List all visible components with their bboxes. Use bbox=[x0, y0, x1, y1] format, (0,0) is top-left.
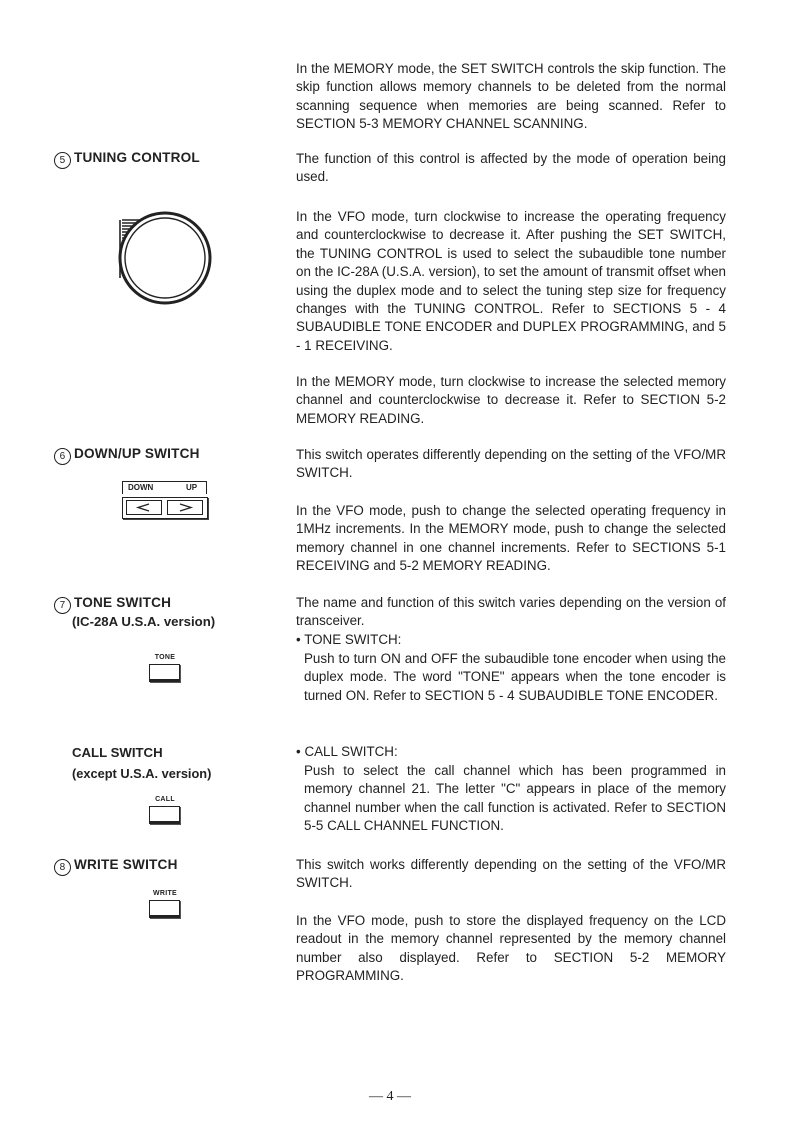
tuning-paragraph-3: In the MEMORY mode, turn clockwise to increase the selected memory channel and counterclockwise to decrease it. Refer to SECTION 5-2 MEMORY READING. bbox=[296, 374, 726, 426]
down-up-switch-heading bbox=[54, 444, 200, 465]
tuning-knob-illustration bbox=[112, 208, 212, 308]
circled-number: 7 bbox=[54, 597, 71, 614]
call-bullet bbox=[296, 743, 398, 761]
write-switch-heading bbox=[54, 855, 178, 876]
up-button[interactable] bbox=[167, 500, 203, 515]
intro-paragraph: In the MEMORY mode, the SET SWITCH controls the skip function. The skip function allows memory channels to be deleted from the normal scanning sequence when memories are being scanned. Refer to SECTION 5-3 MEMORY CHANNEL SCANNING. bbox=[296, 61, 726, 132]
call-button[interactable] bbox=[149, 806, 180, 824]
heading-text: TONE SWITCH bbox=[74, 595, 172, 610]
down-label: DOWN bbox=[128, 483, 154, 492]
call-paragraph-1: Push to select the call channel which has been programmed in memory channel 21. The letter "C" appears in place of the memory channel number when the call function is activated. Refer to SECTION 5-5 CALL CHANNEL FUNCTION. bbox=[304, 763, 726, 834]
up-label: UP bbox=[186, 483, 198, 492]
write-button-label: WRITE bbox=[152, 890, 178, 897]
down-button[interactable] bbox=[126, 500, 162, 515]
knob-face bbox=[125, 218, 205, 298]
tone-button-label: TONE bbox=[154, 654, 176, 661]
tuning-paragraph-2: In the VFO mode, turn clockwise to increase the operating frequency and counterclockwise to decrease it. After pushing the SET SWITCH, the TUNING CONTROL is used to select the subaudible tone number on the IC-28A (U.S.A. version), to set the amount of transmit offset when using the duplex mode and to select the tuning step size for frequency changes with the TUNING CONTROL. Refer to SECTIONS 5 - 4 SUBAUDIBLE TONE ENCODER and DUPLEX PROGRAMMING, and 5 - 1 RECEIVING. bbox=[296, 209, 726, 353]
page-number: — 4 — bbox=[369, 1089, 411, 1104]
circled-number: 6 bbox=[54, 448, 71, 465]
down-up-switch-illustration bbox=[122, 481, 208, 521]
heading-text: TUNING CONTROL bbox=[74, 150, 200, 165]
bullet-text: TONE SWITCH: bbox=[304, 632, 402, 647]
down-up-paragraph-1: This switch operates differently depending on the setting of the VFO/MR SWITCH. bbox=[296, 447, 726, 481]
tone-button[interactable] bbox=[149, 664, 180, 682]
tone-switch-subtitle: (IC-28A U.S.A. version) bbox=[72, 614, 216, 629]
tone-paragraph-1: The name and function of this switch varies depending on the version of transceiver. bbox=[296, 595, 726, 629]
call-switch-subtitle: (except U.S.A. version) bbox=[72, 766, 212, 781]
write-button[interactable] bbox=[149, 900, 180, 918]
write-paragraph-2: In the VFO mode, push to store the displayed frequency on the LCD readout in the memory channel represented by the memory channel number also displayed. Refer to SECTION 5-2 MEMORY PROGRAMMING. bbox=[296, 913, 726, 984]
tone-paragraph-2: Push to turn ON and OFF the subaudible tone encoder when using the duplex mode. The word "TONE" appears when the tone encoder is turned ON. Refer to SECTION 5 - 4 SUBAUDIBLE TONE ENCODER. bbox=[304, 651, 726, 703]
down-up-paragraph-2: In the VFO mode, push to change the selected operating frequency in 1MHz increments. In the MEMORY mode, push to change the selected memory channel in one channel increments. Refer to SECTIONS 5-1 RECEIVING and 5-2 MEMORY READING. bbox=[296, 503, 726, 574]
right-arrow-icon bbox=[168, 501, 202, 514]
circled-number: 8 bbox=[54, 859, 71, 876]
circled-number: 5 bbox=[54, 152, 71, 169]
bullet-glyph: • bbox=[296, 744, 301, 759]
heading-text: WRITE SWITCH bbox=[74, 857, 178, 872]
tone-switch-heading bbox=[54, 593, 171, 614]
tone-bullet bbox=[296, 631, 401, 649]
bullet-text: CALL SWITCH: bbox=[304, 744, 398, 759]
call-button-label: CALL bbox=[155, 796, 175, 803]
left-arrow-icon bbox=[127, 501, 161, 514]
tuning-paragraph-1: The function of this control is affected by the mode of operation being used. bbox=[296, 151, 726, 185]
tuning-control-heading bbox=[54, 148, 200, 169]
bullet-glyph: • bbox=[296, 632, 301, 647]
write-paragraph-1: This switch works differently depending on the setting of the VFO/MR SWITCH. bbox=[296, 857, 726, 891]
call-switch-heading: CALL SWITCH bbox=[72, 745, 163, 760]
heading-text: DOWN/UP SWITCH bbox=[74, 446, 200, 461]
